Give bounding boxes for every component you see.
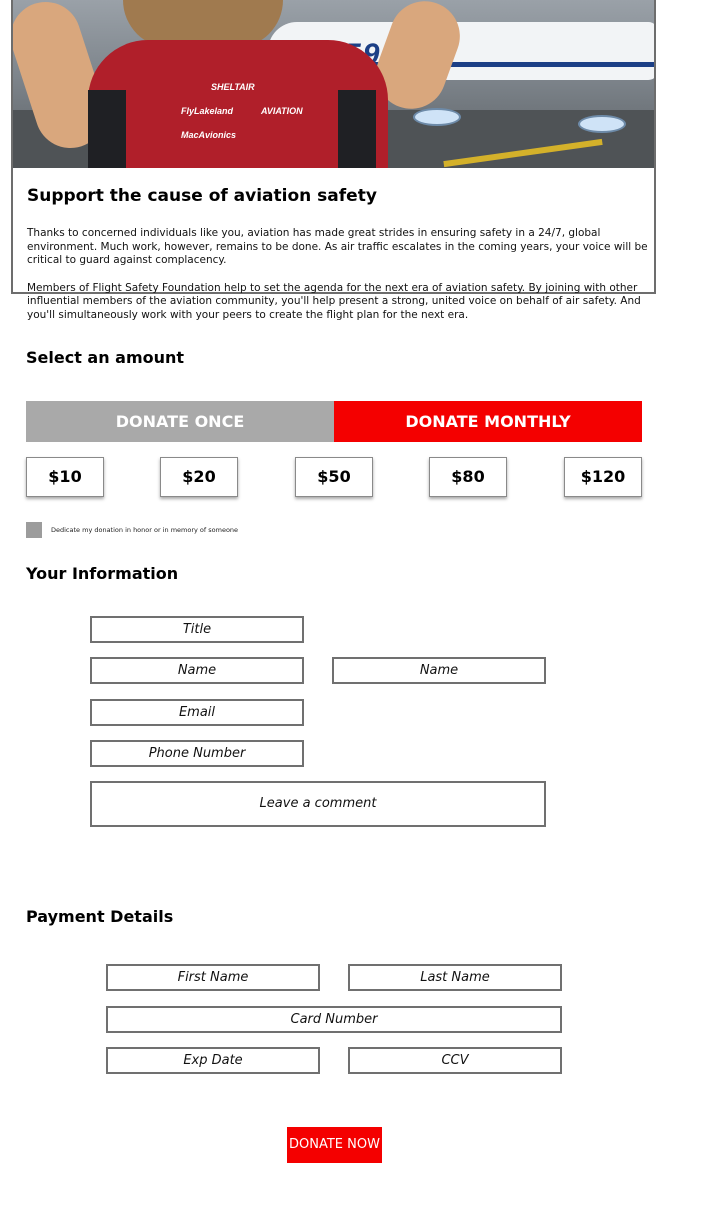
- payment-details-title: Payment Details: [26, 907, 174, 926]
- hero-card: [11, 0, 656, 321]
- amount-button-120[interactable]: $120: [564, 457, 642, 497]
- donate-once-tab[interactable]: DONATE ONCE: [26, 401, 334, 442]
- payment-first-name-input[interactable]: First Name: [106, 964, 320, 991]
- donate-monthly-tab[interactable]: DONATE MONTHLY: [334, 401, 642, 442]
- shirt-logo: SHELTAIR: [211, 82, 255, 92]
- phone-input[interactable]: Phone Number: [90, 740, 304, 767]
- donate-now-button[interactable]: DONATE NOW: [287, 1127, 382, 1163]
- comment-input[interactable]: Leave a comment: [90, 781, 546, 827]
- shirt-logo: FlyLakeland: [181, 106, 234, 116]
- amount-button-80[interactable]: $80: [429, 457, 507, 497]
- shirt-logo: MacAvionics: [181, 130, 237, 140]
- hero-paragraph: Members of Flight Safety Foundation help to set the agenda for the next era of aviation safety. By joining with other influential members of the aviation community, you'll help present a strong, united voice on behalf of air safety. And you'll simultaneously work with your peers to create the flight plan for the next era.: [27, 281, 641, 321]
- dedicate-checkbox[interactable]: [26, 522, 42, 538]
- hero-photo: [13, 0, 654, 168]
- shirt-side-panel: [338, 90, 376, 168]
- first-name-input[interactable]: Name: [90, 657, 304, 684]
- last-name-input[interactable]: Name: [332, 657, 546, 684]
- hero-paragraph: Thanks to concerned individuals like you, aviation has made great strides in ensuring safety in a 24/7, global environment. Much work, however, remains to be done. As air traffic escalates in the coming years, your voice will be critical to guard against complacency.: [27, 227, 648, 266]
- card-number-input[interactable]: Card Number: [106, 1006, 562, 1033]
- hero-text: [27, 227, 652, 336]
- wheel-shape: [578, 115, 626, 133]
- title-input[interactable]: Title: [90, 616, 304, 643]
- amount-button-10[interactable]: $10: [26, 457, 104, 497]
- shirt-side-panel: [88, 90, 126, 168]
- hero-title: Support the cause of aviation safety: [27, 186, 377, 206]
- dedicate-label: Dedicate my donation in honor or in memory of someone: [51, 526, 239, 534]
- your-information-title: Your Information: [26, 564, 179, 583]
- wheel-shape: [413, 108, 461, 126]
- exp-date-input[interactable]: Exp Date: [106, 1047, 320, 1074]
- email-input[interactable]: Email: [90, 699, 304, 726]
- amount-button-20[interactable]: $20: [160, 457, 238, 497]
- select-amount-title: Select an amount: [26, 348, 185, 367]
- ccv-input[interactable]: CCV: [348, 1047, 562, 1074]
- amount-button-50[interactable]: $50: [295, 457, 373, 497]
- shirt-logo: AVIATION: [261, 106, 303, 116]
- payment-last-name-input[interactable]: Last Name: [348, 964, 562, 991]
